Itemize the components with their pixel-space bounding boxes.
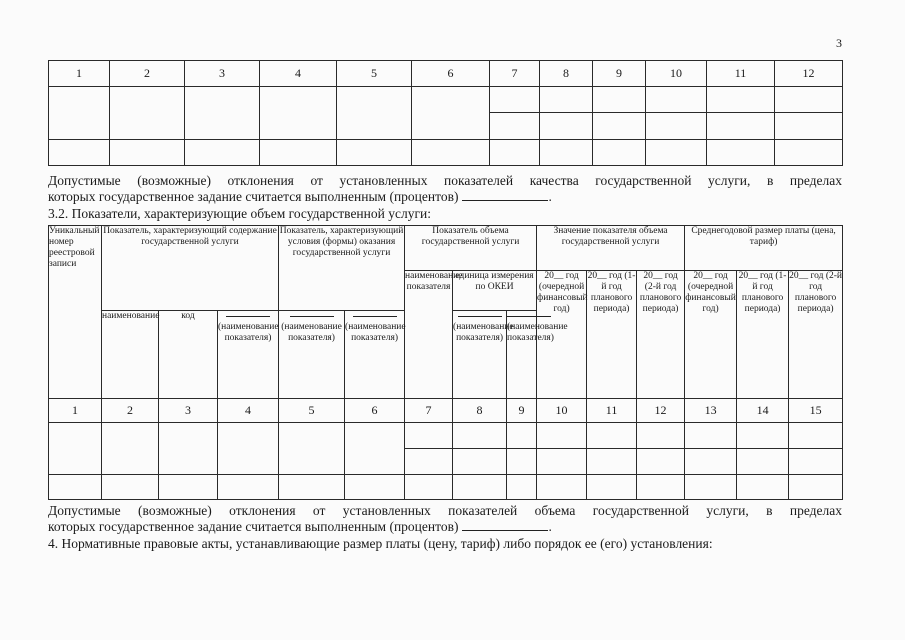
table-row xyxy=(49,423,843,449)
table-cell xyxy=(490,87,540,113)
table-cell xyxy=(279,475,345,500)
table-cell xyxy=(775,140,843,166)
fee-year3-header: 20__ год (2-й год планового периода) xyxy=(789,271,843,399)
table-cell xyxy=(707,113,775,140)
table-cell xyxy=(593,87,646,113)
table-cell xyxy=(540,140,593,166)
fee-header: Среднегодовой размер платы (цена, тариф) xyxy=(685,226,843,271)
table-cell xyxy=(412,87,490,140)
table-cell xyxy=(685,449,737,475)
table-cell xyxy=(405,449,453,475)
column-number: 14 xyxy=(737,399,789,423)
quality-deviation-blank xyxy=(462,189,548,201)
column-number: 5 xyxy=(279,399,345,423)
table-cell xyxy=(49,423,102,475)
value-year3-header: 20__ год (2-й год планового периода) xyxy=(637,271,685,399)
table-cell xyxy=(159,475,218,500)
table-header-cell: 11 xyxy=(707,61,775,87)
column-number: 2 xyxy=(102,399,159,423)
quality-deviation-tail: . xyxy=(548,189,552,204)
table-cell xyxy=(279,423,345,475)
table-header-cell: 5 xyxy=(337,61,412,87)
table-row xyxy=(49,140,843,166)
fee-year2-header: 20__ год (1-й год планового периода) xyxy=(737,271,789,399)
content-indicator-3: (наименование показателя) xyxy=(345,311,405,399)
table-cell xyxy=(260,140,337,166)
table-cell xyxy=(540,87,593,113)
table-cell xyxy=(345,423,405,475)
unit-name-header: наименование xyxy=(102,311,159,399)
table-cell xyxy=(593,113,646,140)
volume-deviation-line1: Допустимые (возможные) отклонения от установленных показателей объема государственной услуги, в пределах xyxy=(48,503,842,518)
table-cell xyxy=(218,423,279,475)
table-cell xyxy=(453,449,507,475)
table-cell xyxy=(405,475,453,500)
indicator-name-header: наименование показателя xyxy=(405,271,453,399)
column-numbers-row xyxy=(49,399,843,423)
table-row xyxy=(49,475,843,500)
table-cell xyxy=(593,140,646,166)
column-number: 9 xyxy=(507,399,537,423)
content-indicator-2: (наименование показателя) xyxy=(279,311,345,399)
table-cell xyxy=(637,423,685,449)
table-cell xyxy=(49,87,110,140)
table-cell xyxy=(775,113,843,140)
column-number: 15 xyxy=(789,399,843,423)
table-cell xyxy=(110,140,185,166)
table-cell xyxy=(507,449,537,475)
table-cell xyxy=(185,87,260,140)
table-cell xyxy=(540,113,593,140)
column-number: 12 xyxy=(637,399,685,423)
quality-deviation-line2 xyxy=(48,189,842,204)
table-cell xyxy=(507,423,537,449)
table-cell xyxy=(587,475,637,500)
unit-code-header: код xyxy=(159,311,218,399)
table-header-cell: 12 xyxy=(775,61,843,87)
table-cell xyxy=(260,87,337,140)
table-cell xyxy=(646,113,707,140)
table-header-row xyxy=(49,61,843,87)
table-cell xyxy=(102,423,159,475)
table-cell xyxy=(685,423,737,449)
table-cell xyxy=(490,140,540,166)
table-header-cell: 1 xyxy=(49,61,110,87)
condition-indicator-1: (наименование показателя) xyxy=(453,311,507,399)
table-cell xyxy=(789,449,843,475)
table-header-cell: 2 xyxy=(110,61,185,87)
volume-indicators-table xyxy=(48,225,843,500)
table-cell xyxy=(405,423,453,449)
content-indicator-1: (наименование показателя) xyxy=(218,311,279,399)
unique-number-header: Уникальный номер реестровой записи xyxy=(49,226,102,399)
table-cell xyxy=(490,113,540,140)
volume-indicator-header: Показатель объема государственной услуги xyxy=(405,226,537,271)
quality-deviation-text: которых государственное задание считается выполненным (процентов) xyxy=(48,189,459,204)
table-cell xyxy=(537,449,587,475)
content-indicator-header: Показатель, характеризующий содержание государственной услуги xyxy=(102,226,279,311)
column-number: 4 xyxy=(218,399,279,423)
table-cell xyxy=(637,475,685,500)
table-cell xyxy=(707,140,775,166)
table-cell xyxy=(537,423,587,449)
blank-line xyxy=(290,316,334,318)
blank-line xyxy=(353,316,397,318)
fee-year1-header: 20__ год (очередной финансовый год) xyxy=(685,271,737,399)
volume-deviation-blank xyxy=(462,519,548,531)
column-number: 3 xyxy=(159,399,218,423)
blank-line xyxy=(458,316,502,318)
table-header-cell: 8 xyxy=(540,61,593,87)
table-cell xyxy=(775,87,843,113)
table-row xyxy=(49,87,843,113)
page-number: 3 xyxy=(836,36,842,50)
column-number: 10 xyxy=(537,399,587,423)
section-4-heading: 4. Нормативные правовые акты, устанавливающие размер платы (цену, тариф) либо порядок ее (его) установления: xyxy=(48,536,713,551)
unit-header: единица измерения по ОКЕИ xyxy=(453,271,537,311)
table-header-cell: 7 xyxy=(490,61,540,87)
volume-value-header: Значение показателя объема государственной услуги xyxy=(537,226,685,271)
table-cell xyxy=(646,87,707,113)
table-cell xyxy=(185,140,260,166)
table-cell xyxy=(737,449,789,475)
table-cell xyxy=(345,475,405,500)
table-cell xyxy=(789,475,843,500)
conditions-indicator-header: Показатель, характеризующий условия (формы) оказания государственной услуги xyxy=(279,226,405,311)
quality-deviation-line1: Допустимые (возможные) отклонения от установленных показателей качества государственной услуги, в пределах xyxy=(48,173,842,188)
table-cell xyxy=(102,475,159,500)
table-cell xyxy=(110,87,185,140)
table-cell xyxy=(337,140,412,166)
table-cell xyxy=(646,140,707,166)
quality-indicators-table-continued xyxy=(48,60,843,166)
table-header-cell: 3 xyxy=(185,61,260,87)
table-cell xyxy=(537,475,587,500)
volume-deviation-line2 xyxy=(48,519,842,534)
table-cell xyxy=(49,140,110,166)
table-cell xyxy=(49,475,102,500)
table-header-cell: 4 xyxy=(260,61,337,87)
blank-line xyxy=(226,316,270,318)
column-number: 13 xyxy=(685,399,737,423)
volume-deviation-tail: . xyxy=(548,519,552,534)
blank-line xyxy=(507,316,551,318)
table-cell xyxy=(789,423,843,449)
column-number: 11 xyxy=(587,399,637,423)
table-cell xyxy=(737,475,789,500)
table-cell xyxy=(453,475,507,500)
table-cell xyxy=(685,475,737,500)
value-year2-header: 20__ год (1-й год планового периода) xyxy=(587,271,637,399)
table-cell xyxy=(707,87,775,113)
table-cell xyxy=(159,423,218,475)
condition-indicator-2: (наименование показателя) xyxy=(507,311,537,399)
column-number: 1 xyxy=(49,399,102,423)
section-3-2-heading: 3.2. Показатели, характеризующие объем государственной услуги: xyxy=(48,206,431,221)
table-cell xyxy=(737,423,789,449)
table-cell xyxy=(637,449,685,475)
column-number: 8 xyxy=(453,399,507,423)
table-header-cell: 9 xyxy=(593,61,646,87)
table-header-cell: 6 xyxy=(412,61,490,87)
table-cell xyxy=(218,475,279,500)
table-cell xyxy=(587,423,637,449)
column-number: 7 xyxy=(405,399,453,423)
table-cell xyxy=(453,423,507,449)
table-cell xyxy=(337,87,412,140)
table-header-row xyxy=(49,226,843,271)
table-header-cell: 10 xyxy=(646,61,707,87)
table-cell xyxy=(412,140,490,166)
table-cell xyxy=(587,449,637,475)
column-number: 6 xyxy=(345,399,405,423)
volume-deviation-text: которых государственное задание считается выполненным (процентов) xyxy=(48,519,459,534)
table-cell xyxy=(507,475,537,500)
value-year1-header: 20__ год (очередной финансовый год) xyxy=(537,271,587,399)
